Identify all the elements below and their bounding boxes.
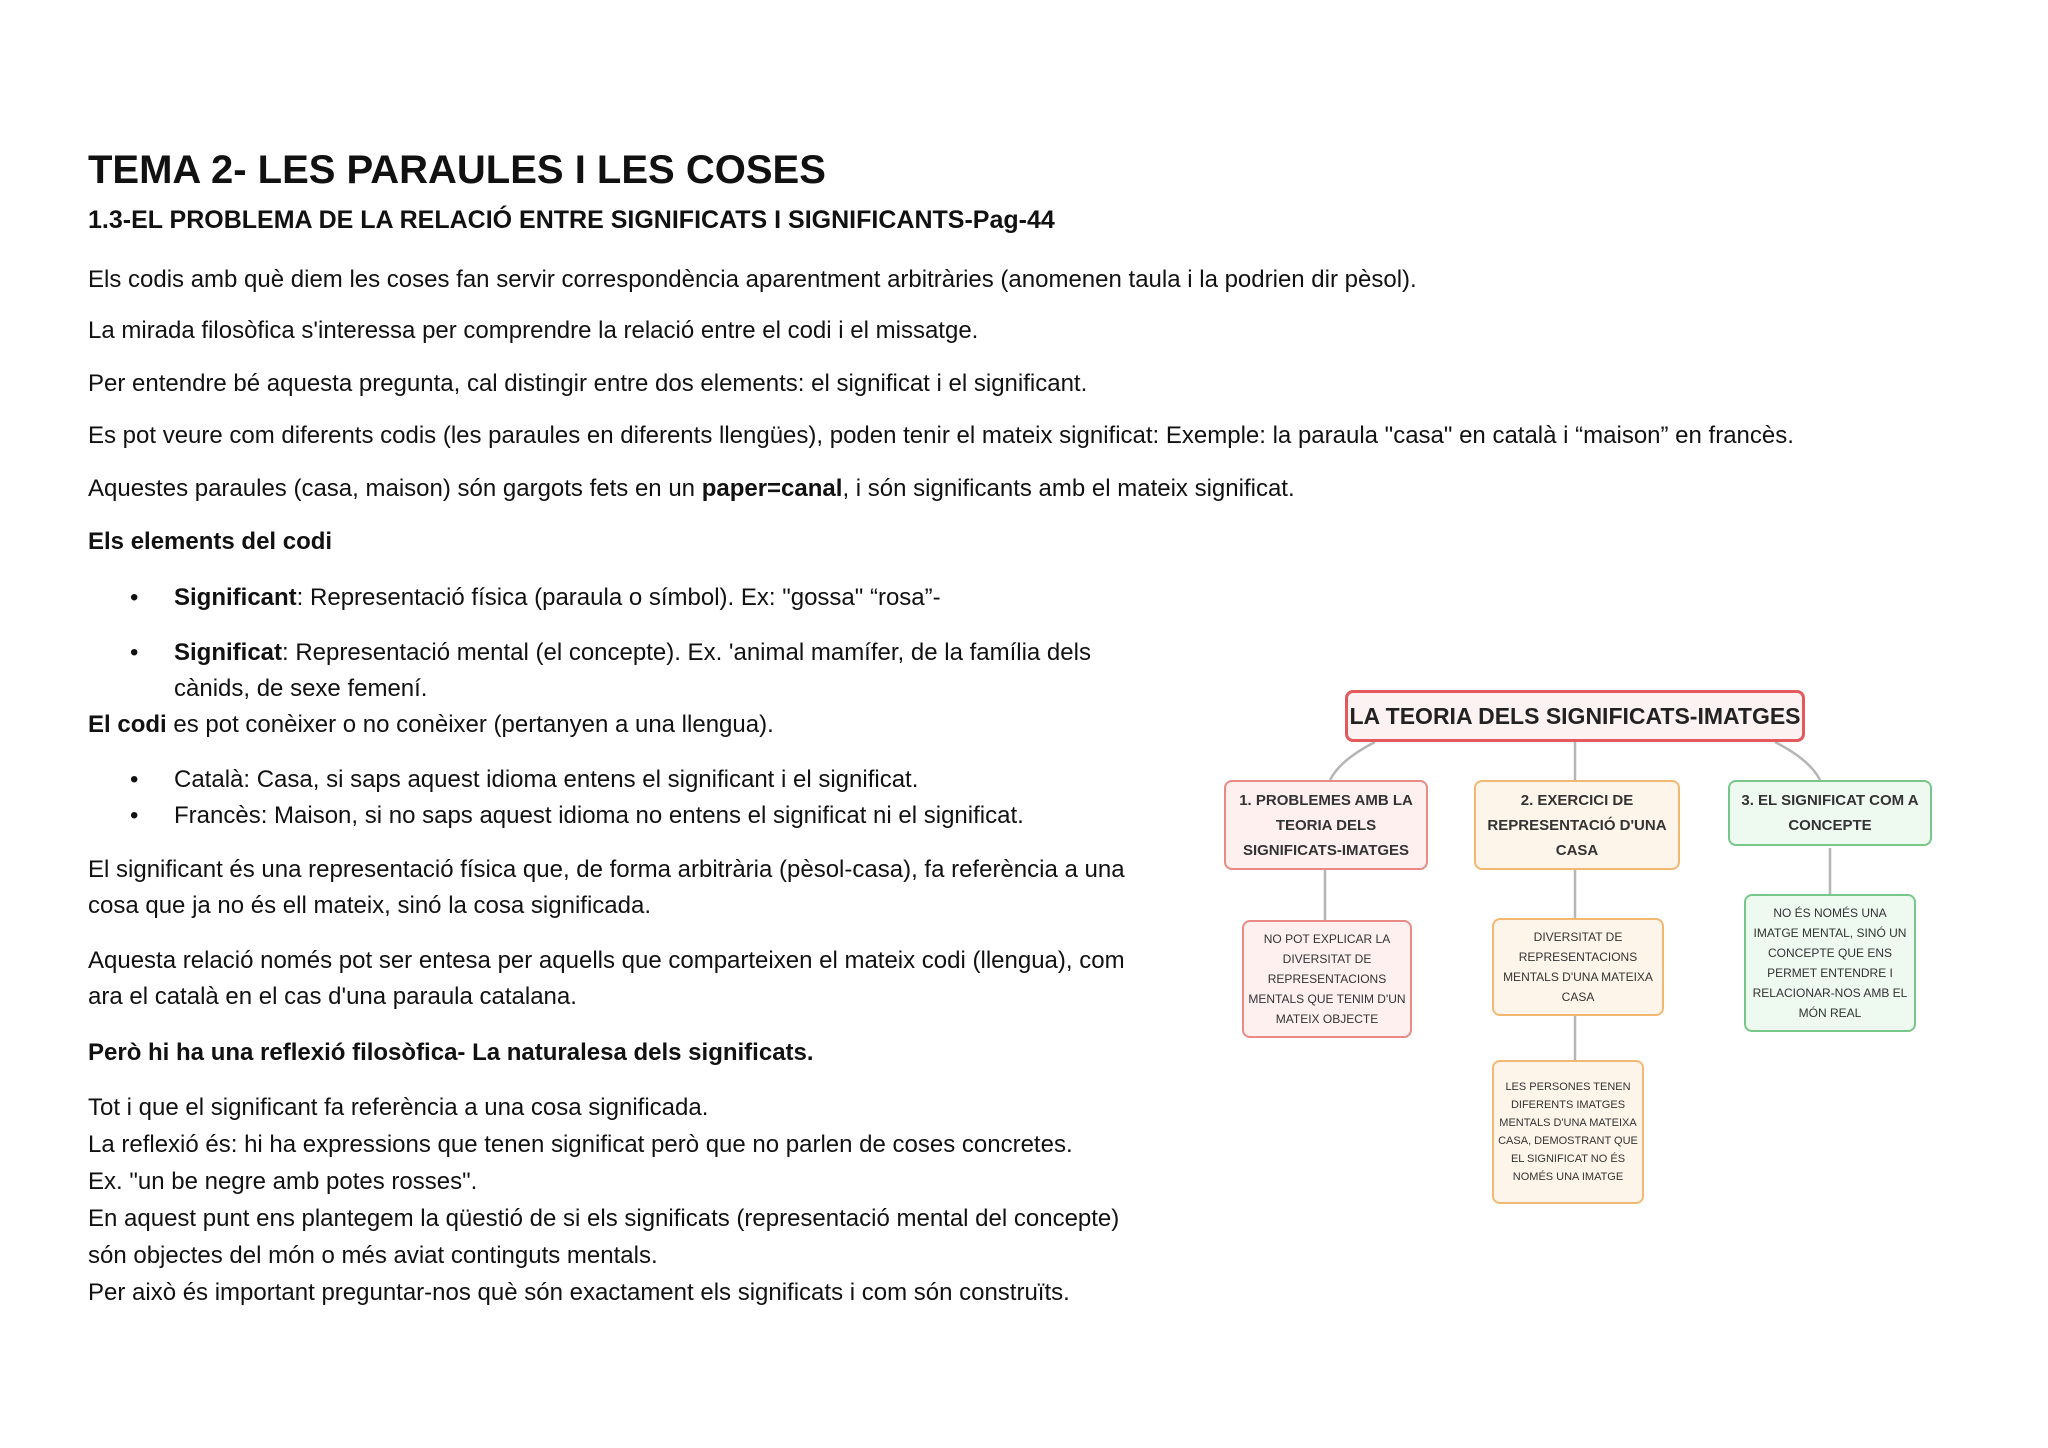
reflexio-line-4: En aquest punt ens plantegem la qüestió de si els significats (representació mental del concepte)	[88, 1205, 1120, 1232]
reflexio-line-3: Ex. "un be negre amb potes rosses".	[88, 1168, 478, 1195]
document-subtitle: 1.3-EL PROBLEMA DE LA RELACIÓ ENTRE SIGNIFICATS I SIGNIFICANTS-Pag-44	[88, 206, 1055, 234]
paragraph-5-bold: paper=canal	[701, 475, 843, 502]
paragraph-2: La mirada filosòfica s'interessa per comprendre la relació entre el codi i el missatge.	[88, 317, 979, 344]
connector-root-n1	[1330, 742, 1375, 780]
concept-node-exercici: 2. EXERCICI DE REPRESENTACIÓ D'UNA CASA	[1474, 780, 1680, 870]
bullet-significant-term: Significant	[174, 584, 297, 611]
concept-leaf-diversitat: NO POT EXPLICAR LA DIVERSITAT DE REPRESENTACIONS MENTALS QUE TENIM D'UN MATEIX OBJECTE	[1242, 920, 1412, 1038]
codi-bold: El codi	[88, 711, 167, 738]
paragraph-7-line-1: Aquesta relació només pot ser entesa per aquells que comparteixen el mateix codi (llengua), com	[88, 947, 1125, 974]
paragraph-5-end: , i són significants amb el mateix significat.	[842, 475, 1295, 502]
bullet-marker: •	[130, 802, 139, 829]
bullet-marker: •	[130, 766, 139, 793]
bullet-significat-continuation: cànids, de sexe femení.	[174, 675, 428, 702]
reflexio-line-1: Tot i que el significant fa referència a una cosa significada.	[88, 1094, 709, 1121]
bullet-significant	[174, 580, 941, 616]
bullet-significat-term: Significat	[174, 639, 283, 666]
codi-paragraph	[88, 707, 774, 743]
reflexio-line-2: La reflexió és: hi ha expressions que tenen significat però que no parlen de coses concretes.	[88, 1131, 1073, 1158]
concept-map	[1210, 680, 1950, 1220]
reflexio-heading: Però hi ha una reflexió filosòfica- La naturalesa dels significats.	[88, 1039, 814, 1066]
paragraph-5	[88, 471, 1295, 507]
bullet-significant-text: : Representació física (paraula o símbol). Ex: "gossa" “rosa”-	[296, 584, 941, 611]
elements-heading: Els elements del codi	[88, 528, 333, 555]
bullet-marker: •	[130, 639, 139, 666]
document-title: TEMA 2- LES PARAULES I LES COSES	[88, 148, 826, 192]
paragraph-6-line-2: cosa que ja no és ell mateix, sinó la cosa significada.	[88, 892, 651, 919]
concept-node-problemes: 1. PROBLEMES AMB LA TEORIA DELS SIGNIFICATS-IMATGES	[1224, 780, 1428, 870]
bullet-significat	[174, 635, 1091, 671]
concept-map-root: LA TEORIA DELS SIGNIFICATS-IMATGES	[1345, 690, 1805, 742]
paragraph-4: Es pot veure com diferents codis (les paraules en diferents llengües), poden tenir el mateix significat: Exemple: la paraula "casa" en català i “maison” en francès.	[88, 422, 1794, 449]
codi-text: es pot conèixer o no conèixer (pertanyen a una llengua).	[166, 711, 774, 738]
concept-leaf-persones: LES PERSONES TENEN DIFERENTS IMATGES MENTALS D'UNA MATEIXA CASA, DEMOSTRANT QUE EL SIGNIFICAT NO ÉS NOMÉS UNA IMATGE	[1492, 1060, 1644, 1204]
paragraph-3: Per entendre bé aquesta pregunta, cal distingir entre dos elements: el significat i el significant.	[88, 370, 1088, 397]
reflexio-line-5: són objectes del món o més aviat continguts mentals.	[88, 1242, 658, 1269]
bullet-significat-text: : Representació mental (el concepte). Ex. 'animal mamífer, de la família dels	[282, 639, 1091, 666]
paragraph-7-line-2: ara el català en el cas d'una paraula catalana.	[88, 983, 577, 1010]
paragraph-1: Els codis amb què diem les coses fan servir correspondència aparentment arbitràries (anomenen taula i la podrien dir pèsol).	[88, 266, 1417, 293]
concept-node-significat-concepte: 3. EL SIGNIFICAT COM A CONCEPTE	[1728, 780, 1932, 846]
paragraph-5-start: Aquestes paraules (casa, maison) són gargots fets en un	[88, 475, 702, 502]
bullet-frances: Francès: Maison, si no saps aquest idioma no entens el significat ni el significat.	[174, 802, 1024, 829]
paragraph-6-line-1: El significant és una representació física que, de forma arbitrària (pèsol-casa), fa referència a una	[88, 856, 1125, 883]
bullet-marker: •	[130, 584, 139, 611]
reflexio-line-6: Per això és important preguntar-nos què són exactament els significats i com són construïts.	[88, 1279, 1070, 1306]
bullet-catala: Català: Casa, si saps aquest idioma entens el significant i el significat.	[174, 766, 919, 793]
concept-leaf-representacions: DIVERSITAT DE REPRESENTACIONS MENTALS D'UNA MATEIXA CASA	[1492, 918, 1664, 1016]
connector-root-n3	[1775, 742, 1820, 780]
concept-leaf-concepte: NO ÉS NOMÉS UNA IMATGE MENTAL, SINÓ UN CONCEPTE QUE ENS PERMET ENTENDRE I RELACIONAR-NOS AMB EL MÓN REAL	[1744, 894, 1916, 1032]
